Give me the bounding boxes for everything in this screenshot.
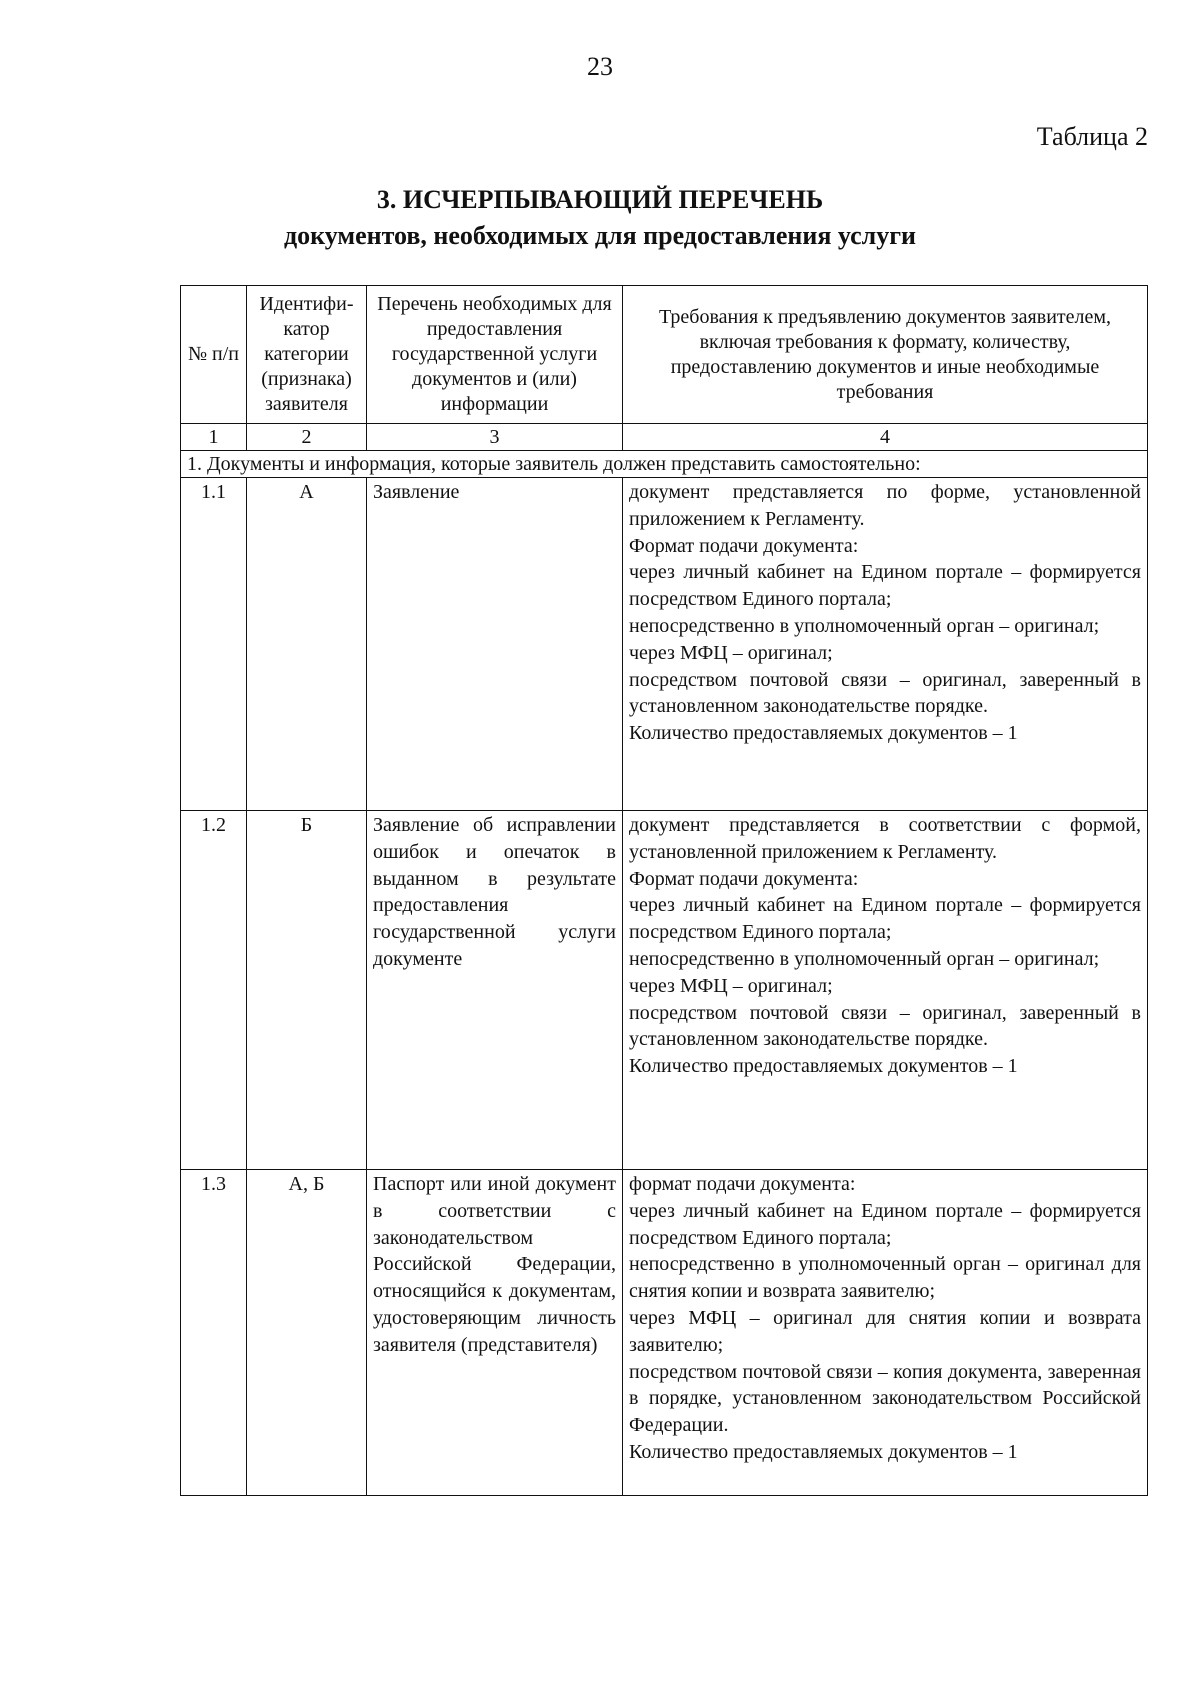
requirement-line: через личный кабинет на Едином портале – формируется посредством Единого портала; xyxy=(629,894,1141,944)
requirement-line: непосредственно в уполномоченный орган – оригинал для снятия копии и возврата заявителю; xyxy=(629,1253,1141,1303)
requirement-line: посредством почтовой связи – оригинал, заверенный в установленном законодательстве порядке. xyxy=(629,668,1141,718)
requirement-line: через МФЦ – оригинал для снятия копии и возврата заявителю; xyxy=(629,1306,1141,1356)
requirement-line: документ представляется в соответствии с формой, установленной приложением к Регламенту. xyxy=(629,814,1141,863)
table-row xyxy=(181,478,1148,811)
column-number: 4 xyxy=(623,424,1148,451)
requirement-line: посредством почтовой связи – копия документа, заверенная в порядке, установленном законодательством Российской Федерации. xyxy=(629,1360,1141,1437)
column-number: 3 xyxy=(367,424,623,451)
column-number: 2 xyxy=(247,424,367,451)
section-row xyxy=(181,451,1148,478)
document-subtitle: документов, необходимых для предоставления услуги xyxy=(283,221,917,250)
row-requirements xyxy=(623,478,1148,811)
requirement-line: Формат подачи документа: xyxy=(629,534,859,557)
requirement-line: через МФЦ – оригинал; xyxy=(629,641,833,664)
row-document: Заявление об исправлении ошибок и опечаток в выданном в результате предоставления государственной услуги документе xyxy=(367,811,623,1170)
row-category: А, Б xyxy=(247,1170,367,1496)
requirement-line: формат подачи документа: xyxy=(629,1173,856,1195)
row-requirements xyxy=(623,1170,1148,1496)
requirement-line: Количество предоставляемых документов – 1 xyxy=(629,1440,1018,1463)
row-requirements xyxy=(623,811,1148,1170)
header-category: Идентифи-катор категории (признака) заявителя xyxy=(247,286,367,424)
requirement-line: Количество предоставляемых документов – 1 xyxy=(629,722,1018,745)
table-label: Таблица 2 xyxy=(1036,122,1148,151)
row-category: Б xyxy=(247,811,367,1170)
document-title: 3. ИСЧЕРПЫВАЮЩИЙ ПЕРЕЧЕНЬ xyxy=(376,185,824,214)
requirement-line: посредством почтовой связи – оригинал, заверенный в установленном законодательстве порядке. xyxy=(629,1001,1141,1051)
column-numbers-row xyxy=(181,424,1148,451)
header-documents: Перечень необходимых для предоставления государственной услуги документов и (или) информации xyxy=(367,286,623,424)
section-title: 1. Документы и информация, которые заявитель должен представить самостоятельно: xyxy=(181,451,1148,478)
requirement-line: через личный кабинет на Едином портале – формируется посредством Единого портала; xyxy=(629,1199,1141,1249)
requirement-line: непосредственно в уполномоченный орган – оригинал; xyxy=(629,614,1100,637)
requirement-line: через личный кабинет на Едином портале – формируется посредством Единого портала; xyxy=(629,561,1141,611)
row-document: Заявление xyxy=(367,478,623,811)
row-document: Паспорт или иной документ в соответствии с законодательством Российской Федерации, относящийся к документам, удостоверяющим личность заявителя (представителя) xyxy=(367,1170,623,1496)
column-number: 1 xyxy=(181,424,247,451)
header-number: № п/п xyxy=(181,286,247,424)
requirement-line: Формат подачи документа: xyxy=(629,867,859,890)
requirement-line: документ представляется по форме, установленной приложением к Регламенту. xyxy=(629,481,1141,530)
table-row xyxy=(181,811,1148,1170)
header-requirements: Требования к предъявлению документов заявителем, включая требования к формату, количеству, предоставлению документов и иные необходимые требования xyxy=(623,286,1148,424)
requirement-line: непосредственно в уполномоченный орган – оригинал; xyxy=(629,947,1100,970)
page-number: 23 xyxy=(587,52,613,81)
requirement-line: через МФЦ – оригинал; xyxy=(629,974,833,997)
documents-table xyxy=(180,285,1148,1496)
requirement-line: Количество предоставляемых документов – 1 xyxy=(629,1055,1018,1078)
table-header-row xyxy=(181,286,1148,424)
row-number: 1.2 xyxy=(181,811,247,1170)
row-number: 1.1 xyxy=(181,478,247,811)
row-category: А xyxy=(247,478,367,811)
row-number: 1.3 xyxy=(181,1170,247,1496)
table-row xyxy=(181,1170,1148,1496)
